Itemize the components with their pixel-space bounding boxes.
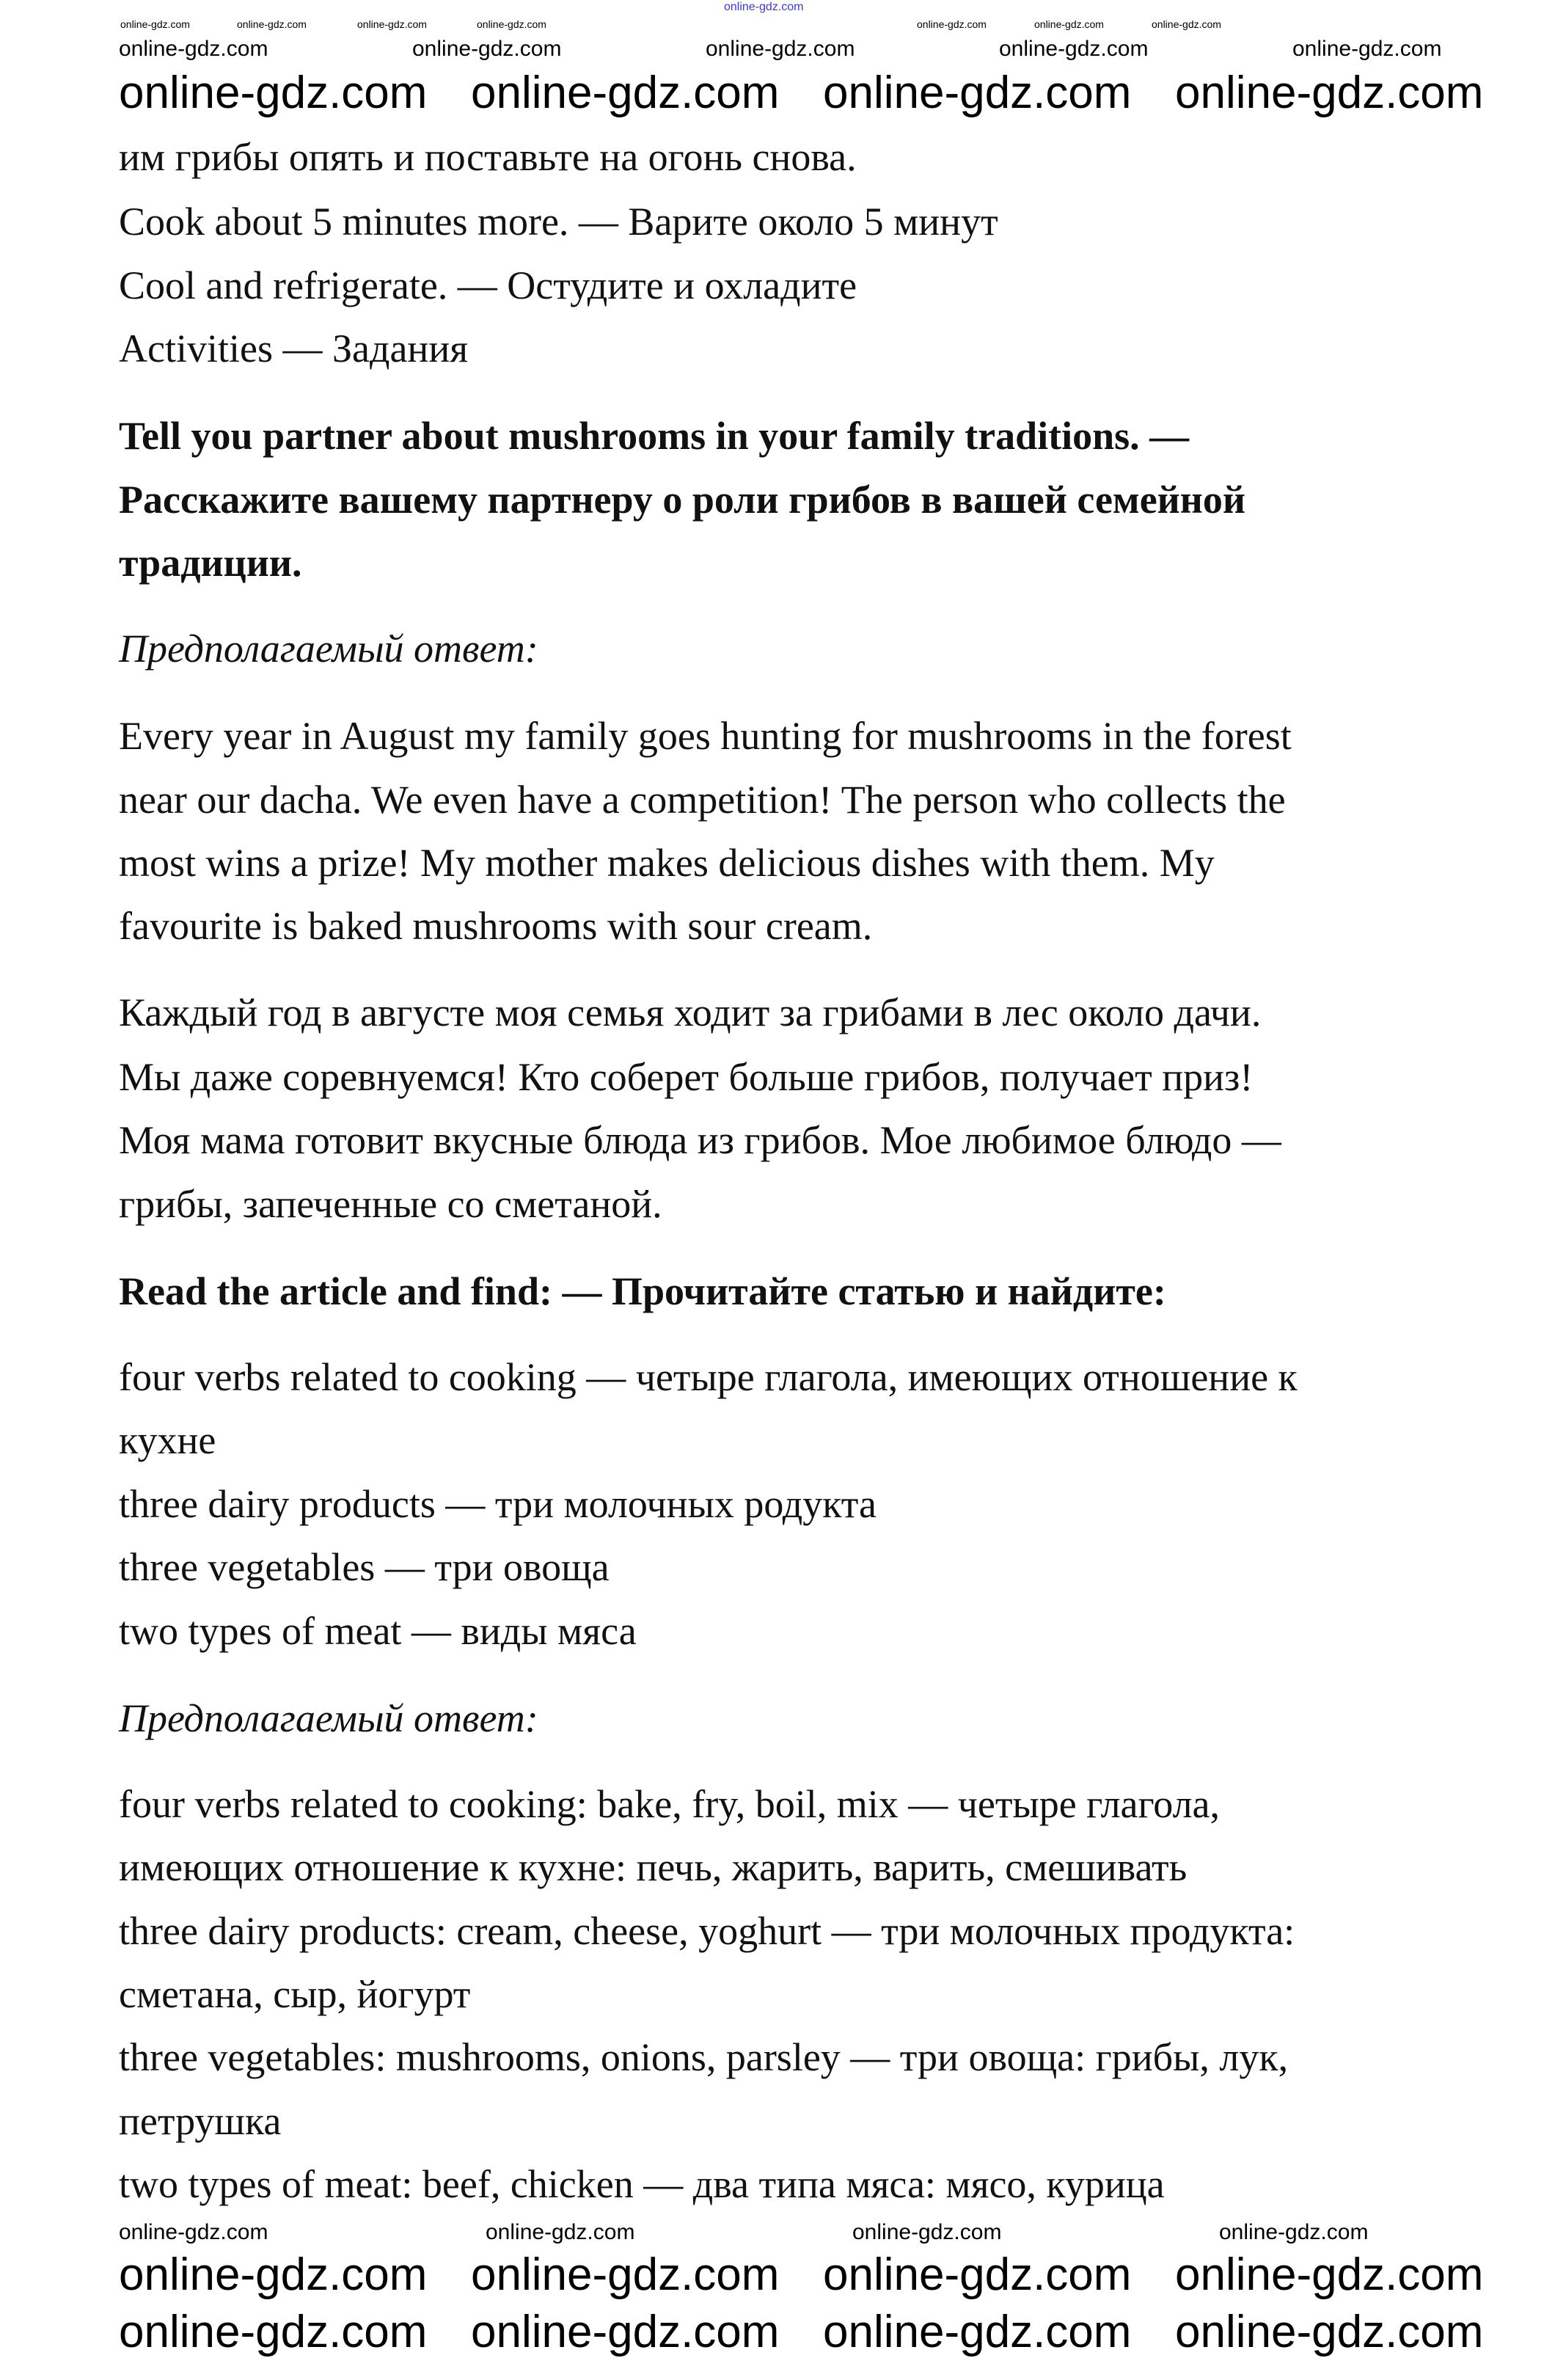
watermark: online-gdz.com [471, 67, 780, 118]
watermark: online-gdz.com [119, 2307, 428, 2357]
watermark: online-gdz.com [1175, 2307, 1484, 2357]
watermark: online-gdz.com [1292, 37, 1442, 61]
watermark: online-gdz.com [917, 18, 987, 30]
watermark: online-gdz.com [852, 2220, 1002, 2244]
watermark: online-gdz.com [471, 2307, 780, 2357]
watermark: online-gdz.com [237, 18, 307, 30]
section-heading: Activities — Задания [119, 326, 469, 370]
watermark: online-gdz.com [823, 67, 1132, 118]
text-line: three dairy products — три молочных родукта [119, 1482, 877, 1526]
text-line: петрушка [119, 2099, 282, 2143]
task-heading: Расскажите вашему партнеру о роли грибов в вашей семейной [119, 478, 1246, 522]
text-line: favourite is baked mushrooms with sour cream. [119, 904, 873, 948]
text-line: four verbs related to cooking: bake, fry, boil, mix — четыре глагола, [119, 1782, 1221, 1826]
text-line: three vegetables — три овоща [119, 1545, 610, 1589]
watermark: online-gdz.com [486, 2220, 635, 2244]
watermark: online-gdz.com [120, 18, 190, 30]
task-heading: Read the article and find: — Прочитайте статью и найдите: [119, 1269, 1166, 1313]
task-heading: Tell you partner about mushrooms in your family traditions. — [119, 414, 1190, 458]
text-line: Cool and refrigerate. — Остудите и охладите [119, 263, 857, 307]
watermark: online-gdz.com [823, 2249, 1132, 2300]
watermark: online-gdz.com [1034, 18, 1104, 30]
text-line: three dairy products: cream, cheese, yoghurt — три молочных продукта: [119, 1909, 1295, 1953]
answer-label: Предполагаемый ответ: [119, 627, 538, 671]
watermark: online-gdz.com [1219, 2220, 1369, 2244]
text-line: сметана, сыр, йогурт [119, 1972, 471, 2016]
watermark: online-gdz.com [119, 2249, 428, 2300]
text-line: four verbs related to cooking — четыре глагола, имеющих отношение к [119, 1355, 1298, 1399]
task-heading: традиции. [119, 541, 302, 585]
text-line: Мы даже соревнуемся! Кто соберет больше грибов, получает приз! [119, 1055, 1254, 1099]
text-line: имеющих отношение к кухне: печь, жарить, варить, смешивать [119, 1845, 1188, 1889]
text-line: three vegetables: mushrooms, onions, parsley — три овоща: грибы, лук, [119, 2035, 1289, 2079]
watermark: online-gdz.com [823, 2307, 1132, 2357]
text-line: Every year in August my family goes hunting for mushrooms in the forest [119, 714, 1292, 758]
text-line: two types of meat — виды мяса [119, 1609, 637, 1653]
text-line: грибы, запеченные со сметаной. [119, 1182, 662, 1226]
text-line: near our dacha. We even have a competition! The person who collects the [119, 778, 1286, 822]
text-line: Cook about 5 minutes more. — Варите около 5 минут [119, 200, 998, 244]
watermark: online-gdz.com [477, 18, 546, 30]
watermark: online-gdz.com [706, 37, 855, 61]
text-line: Моя мама готовит вкусные блюда из грибов. Мое любимое блюдо — [119, 1118, 1281, 1162]
answer-label: Предполагаемый ответ: [119, 1696, 538, 1740]
watermark: online-gdz.com [357, 18, 427, 30]
watermark: online-gdz.com [119, 37, 268, 61]
watermark: online-gdz.com [1152, 18, 1221, 30]
text-line: им грибы опять и поставьте на огонь снова. [119, 135, 857, 179]
watermark: online-gdz.com [471, 2249, 780, 2300]
text-line: two types of meat: beef, chicken — два типа мяса: мясо, курица [119, 2162, 1165, 2206]
watermark: online-gdz.com [999, 37, 1149, 61]
watermark: online-gdz.com [119, 67, 428, 118]
watermark: online-gdz.com [1175, 67, 1484, 118]
watermark: online-gdz.com [1175, 2249, 1484, 2300]
watermark: online-gdz.com [724, 1, 804, 13]
watermark: online-gdz.com [119, 2220, 268, 2244]
text-line: кухне [119, 1418, 216, 1462]
text-line: Каждый год в августе моя семья ходит за грибами в лес около дачи. [119, 990, 1262, 1034]
text-line: most wins a prize! My mother makes delicious dishes with them. My [119, 841, 1215, 885]
watermark: online-gdz.com [412, 37, 562, 61]
